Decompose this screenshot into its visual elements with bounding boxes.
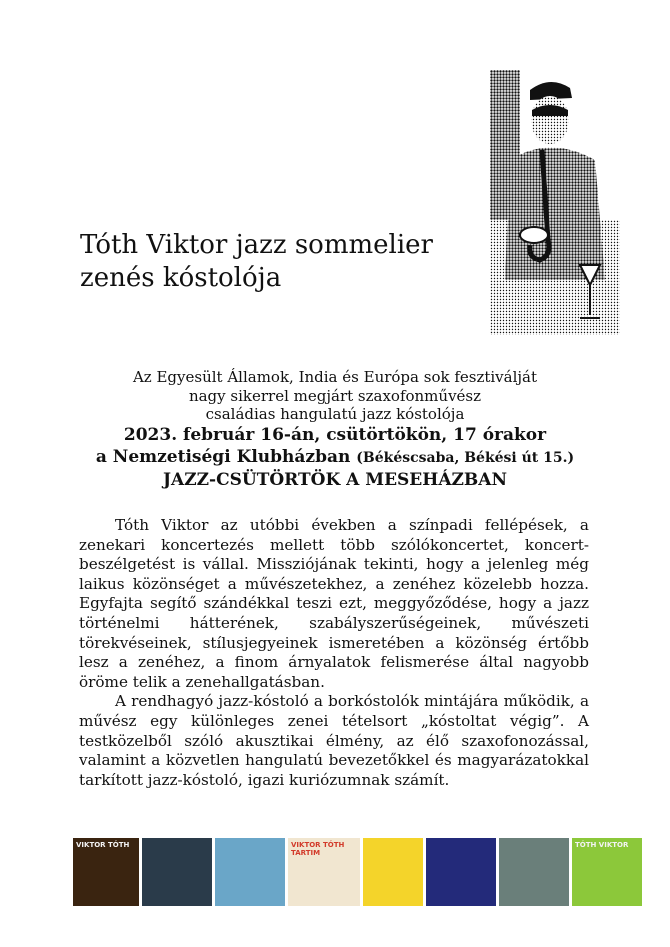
album-cover [426, 838, 496, 906]
event-intro [60, 368, 610, 491]
event-venue: a Nemzetiségi Klubházban [95, 446, 351, 467]
album-cover [142, 838, 212, 906]
title-line-2: zenés kóstolója [80, 263, 282, 293]
album-cover: TÓTH VIKTOR [572, 838, 642, 906]
album-cover: VIKTOR TÓTH [73, 838, 139, 906]
album-cover [499, 838, 569, 906]
album-cover: VIKTOR TÓTH TARTIM [288, 838, 360, 906]
description-paragraph-1: Tóth Viktor az utóbbi években a színpadi fellépések, a zenekari koncertezés mellett több szólókoncertet, koncert-beszélgetést is vállal. Missziójának tekinti, hogy a jelenleg még laikus közönséget a művészetekhez, a zenéhez közelebb hozza. Egyfajta segítő szándékkal teszi ezt, meggyőződése, hogy a jazz történelmi hátterének, szabályszerűségeinek, művészeti törekvéseinek, stílusjegyeinek ismeretében a közönség értőbb lesz a zenéhez, a finom árnyalatok felismerése által nagyobb öröme telik a zenehallgatásban. [79, 516, 589, 691]
saxophonist-photo [490, 70, 620, 335]
description-paragraph-2: A rendhagyó jazz-kóstoló a borkóstolók mintájára működik, a művész egy különleges zenei tételsort „kóstoltat végig”. A testközelből szóló akusztikai élmény, az élő szaxofonozással, valamint a közvetlen hangulatú bevezetőkkel és magyarázatokkal tarkított jazz-kóstoló, igazi kuriózumnak számít. [79, 692, 589, 789]
intro-line-1: Az Egyesült Államok, India és Európa sok fesztiválját [132, 368, 538, 386]
intro-line-2: nagy sikerrel megjárt szaxofonművész [188, 386, 482, 405]
title-line-1: Tóth Viktor jazz sommelier [80, 230, 433, 260]
event-address: (Békéscsaba, Békési út 15.) [356, 449, 575, 466]
album-covers [73, 838, 642, 906]
album-cover [215, 838, 285, 906]
album-cover [363, 838, 423, 906]
event-date: 2023. február 16-án, csütörtökön, 17 órakor [123, 424, 547, 445]
event-title [80, 229, 490, 295]
event-series: JAZZ-CSÜTÖRTÖK A MESEHÁZBAN [162, 469, 508, 490]
intro-line-3: családias hangulatú jazz kóstolója [205, 405, 465, 423]
event-venue-line [60, 446, 610, 469]
event-description [79, 516, 589, 790]
